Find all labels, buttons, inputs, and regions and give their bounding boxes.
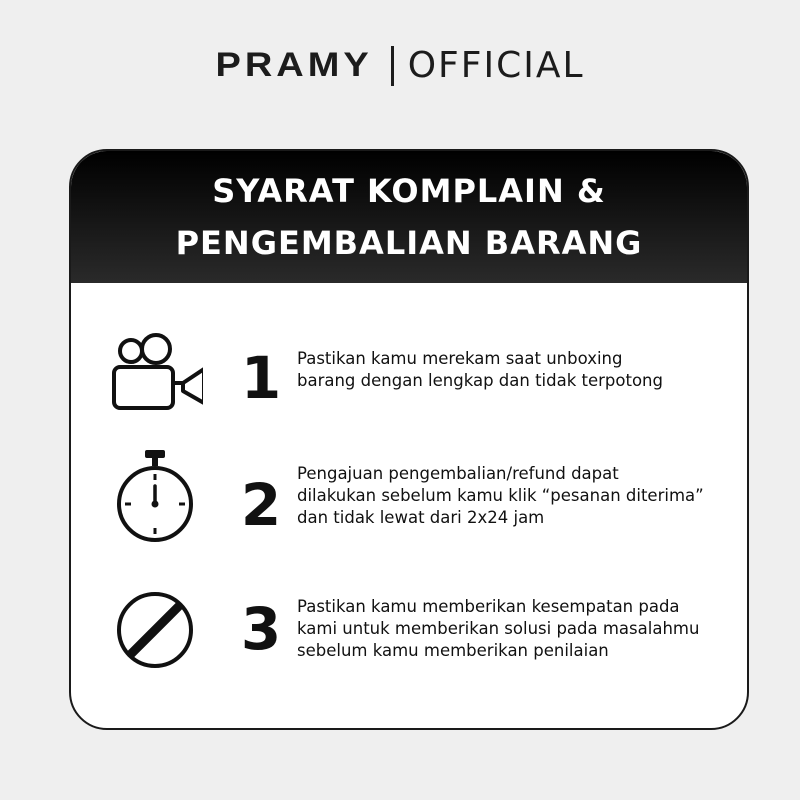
step-number: 2 [240,471,282,539]
step-number: 1 [240,344,282,412]
complaint-terms-card [69,149,749,730]
brand-suffix: OFFICIAL [407,45,585,86]
step-text-line: dan tidak lewat dari 2x24 jam [297,508,545,527]
step-text-line: Pastikan kamu merekam saat unboxing [297,349,623,368]
brand-header [0,44,800,87]
card-title-line-2: PENGEMBALIAN BARANG [175,224,643,262]
step-row-1 [71,331,749,441]
step-text-line: Pengajuan pengembalian/refund dapat [297,464,619,483]
brand-logo: PRAMY [215,46,373,84]
step-text [297,348,717,392]
card-title-line-1: SYARAT KOMPLAIN & [212,172,606,210]
video-camera-icon [107,331,203,427]
step-text-line: Pastikan kamu memberikan kesempatan pada [297,597,680,616]
step-row-3 [71,586,749,696]
step-text-line: dilakukan sebelum kamu klik “pesanan diterima” [297,486,704,505]
step-text [297,596,717,662]
step-row-2 [71,448,749,558]
card-header [71,151,747,283]
step-number: 3 [240,595,282,663]
prohibited-icon [107,586,203,682]
step-text-line: kami untuk memberikan solusi pada masalahmu [297,619,700,638]
step-text [297,463,717,529]
stopwatch-icon [107,448,203,544]
brand-divider [391,46,394,86]
step-text-line: barang dengan lengkap dan tidak terpotong [297,371,663,390]
step-text-line: sebelum kamu memberikan penilaian [297,641,609,660]
